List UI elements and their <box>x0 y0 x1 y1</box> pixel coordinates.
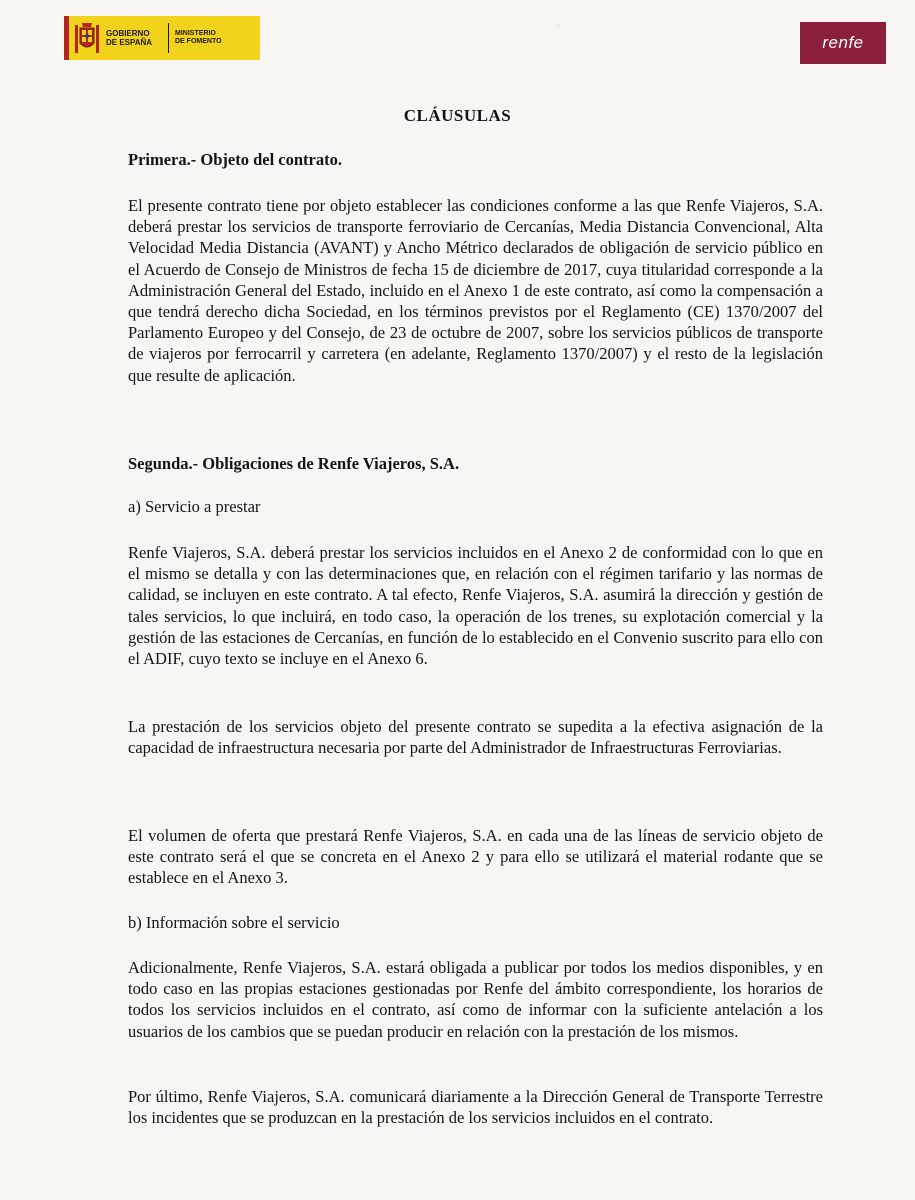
section-heading-first: Primera.- Objeto del contrato. <box>128 150 342 169</box>
gov-line-2: DE ESPAÑA <box>106 38 153 47</box>
ministry-label <box>175 30 239 46</box>
paragraph-daily-incidents: Por último, Renfe Viajeros, S.A. comunicará diariamente a la Dirección General de Transporte Terrestre los incidentes que se produzcan en la prestación de los servicios incluidos en el contrato. <box>128 1087 823 1128</box>
subsection-a-heading: a) Servicio a prestar <box>128 497 261 516</box>
subsection-b-heading: b) Información sobre el servicio <box>128 913 340 932</box>
paragraph-capacity-allocation: La prestación de los servicios objeto del presente contrato se supedita a la efectiva asignación de la capacidad de infraestructura necesaria por parte del Administrador de Infraestructuras Ferroviarias. <box>128 717 823 758</box>
coat-of-arms-icon <box>74 19 100 57</box>
logo-red-stripe <box>64 16 69 60</box>
section-heading-second: Segunda.- Obligaciones de Renfe Viajeros, S.A. <box>128 454 460 473</box>
scan-artifact: · <box>556 18 561 33</box>
page-title: CLÁUSULAS <box>403 106 512 125</box>
logo-divider <box>168 23 169 53</box>
paragraph-offer-volume: El volumen de oferta que prestará Renfe Viajeros, S.A. en cada una de las líneas de servicio objeto de este contrato será el que se concreta en el Anexo 2 y para ello se utilizará el material rodante que se establece en el Anexo 3. <box>128 826 823 888</box>
paragraph-first-object: El presente contrato tiene por objeto establecer las condiciones conforme a las que Renfe Viajeros, S.A. deberá prestar los servicios de transporte ferroviario de Cercanías, Media Distancia Convencional, Alta Velocidad Media Distancia (AVANT) y Ancho Métrico declarados de obligación de servicio público en el Acuerdo de Consejo de Ministros de fecha 15 de diciembre de 2017, cuya titularidad corresponde a la Administración General del Estado, incluido en el Anexo 1 de este contrato, así como la compensación a que tendrá derecho dicha Sociedad, en los términos previstos por el Reglamento (CE) 1370/2007 del Parlamento Europeo y del Consejo, de 23 de octubre de 2007, sobre los servicios públicos de transporte de viajeros por ferrocarril y carretera (en adelante, Reglamento 1370/2007) y el resto de la legislación que resulte de aplicación. <box>128 196 823 385</box>
scan-artifact: · <box>612 40 617 55</box>
gov-line-1: GOBIERNO <box>106 29 150 38</box>
government-label <box>106 29 164 47</box>
ministry-line-2: DE FOMENTO <box>175 38 222 45</box>
ministry-line-1: MINISTERIO <box>175 30 216 37</box>
paragraph-service-provision: Renfe Viajeros, S.A. deberá prestar los servicios incluidos en el Anexo 2 de conformidad con lo que en el mismo se detalla y con las determinaciones que, en relación con el régimen tarifario y las normas de calidad, se incluyen en este contrato. A tal efecto, Renfe Viajeros, S.A. asumirá la dirección y gestión de tales servicios, lo que incluirá, en todo caso, la operación de los trenes, su explotación comercial y la gestión de las estaciones de Cercanías, en función de lo establecido en el Convenio suscrito para ello con el ADIF, cuyo texto se incluye en el Anexo 6. <box>128 543 823 669</box>
paragraph-service-information: Adicionalmente, Renfe Viajeros, S.A. estará obligada a publicar por todos los medios disponibles, y en todo caso en las propias estaciones gestionadas por Renfe del ámbito correspondiente, los horarios de todos los servicios incluidos en el contrato, así como de informar con la suficiente antelación a los usuarios de los cambios que se puedan producir en relación con la prestación de los mismos. <box>128 958 823 1041</box>
government-of-spain-logo <box>64 16 260 60</box>
renfe-logo: renfe <box>800 22 886 64</box>
